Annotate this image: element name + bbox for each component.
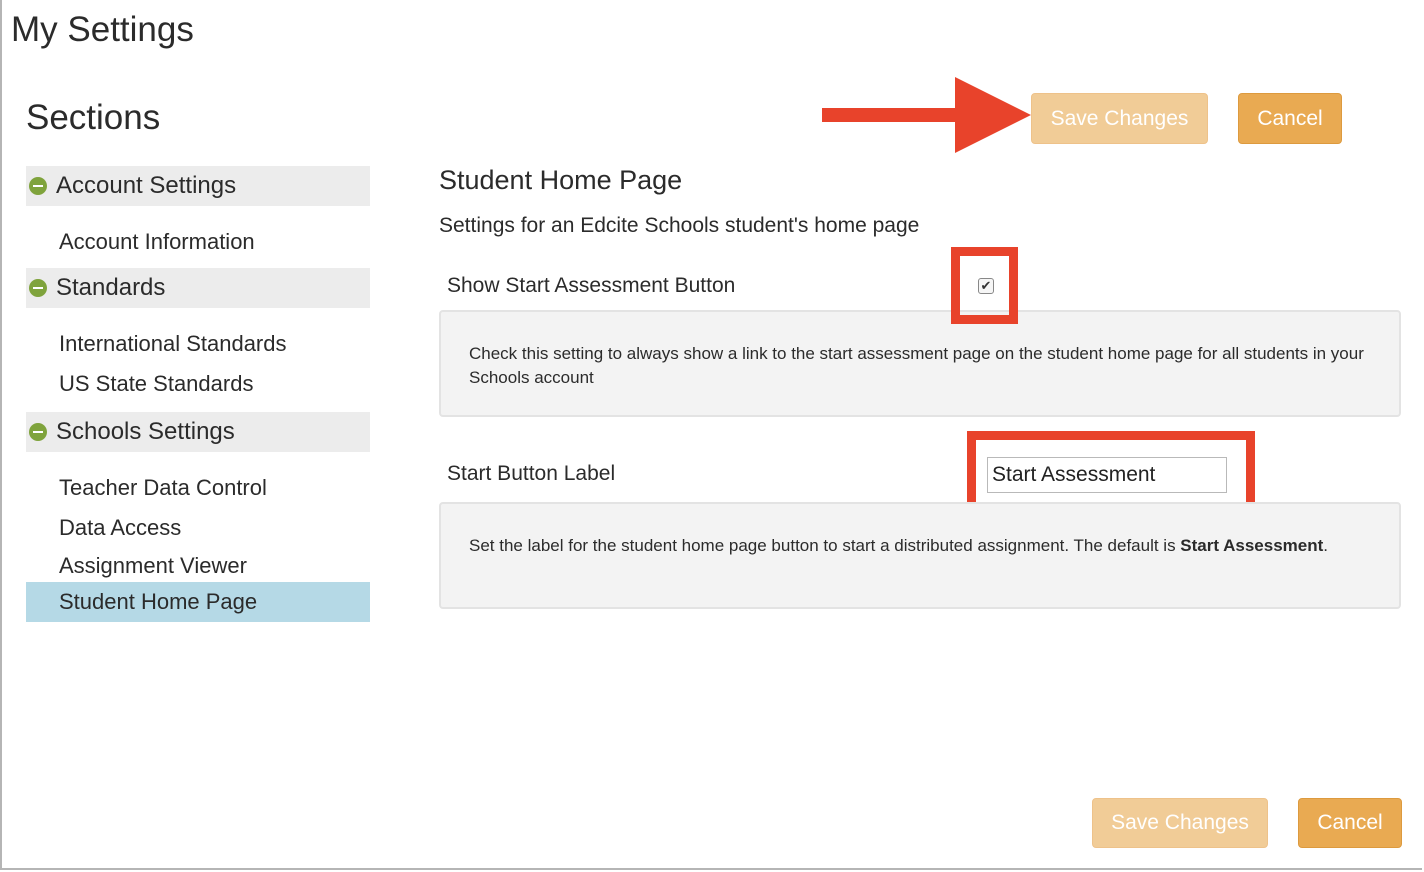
sidebar-item-label: Account Information	[59, 229, 255, 254]
help-text: Set the label for the student home page button to start a distributed assignment. The default is	[469, 536, 1181, 555]
help-text: Check this setting to always show a link to the start assessment page on the student home page for all students in your Schools account	[469, 344, 1364, 387]
sidebar-group-label: Schools Settings	[56, 418, 235, 445]
help-text-suffix: .	[1323, 536, 1329, 555]
sidebar-item-label: Assignment Viewer	[59, 553, 247, 578]
sidebar-item-assignment-viewer[interactable]	[26, 547, 370, 585]
sidebar-group-label: Account Settings	[56, 172, 237, 199]
sections-heading: Sections	[26, 98, 161, 137]
collapse-minus-icon	[29, 279, 47, 297]
save-changes-button-bottom[interactable]: Save Changes	[1092, 798, 1268, 848]
start-button-label-label: Start Button Label	[447, 462, 616, 485]
cancel-button-bottom[interactable]: Cancel	[1298, 798, 1402, 848]
checkmark-icon: ✔	[980, 278, 992, 293]
content-subtitle: Settings for an Edcite Schools student's home page	[439, 214, 920, 237]
annotation-arrow-head	[955, 77, 1031, 153]
collapse-minus-icon	[29, 423, 47, 441]
page-title: My Settings	[11, 10, 194, 49]
sidebar-group-schools-settings[interactable]	[26, 412, 370, 452]
save-changes-button-top[interactable]: Save Changes	[1031, 93, 1208, 144]
sidebar-group-standards[interactable]	[26, 268, 370, 308]
sidebar-group-account-settings[interactable]	[26, 166, 370, 206]
sidebar-item-us-state-standards[interactable]	[26, 365, 370, 403]
sidebar-item-label: Student Home Page	[59, 589, 258, 614]
sidebar-item-student-home-page[interactable]	[26, 582, 370, 622]
show-start-assessment-help	[439, 310, 1401, 417]
annotation-arrow-shaft	[822, 108, 962, 122]
sidebar-item-label: International Standards	[59, 331, 287, 356]
sidebar-item-international-standards[interactable]	[26, 325, 370, 363]
start-button-label-help	[439, 502, 1401, 609]
show-start-assessment-checkbox[interactable]	[978, 278, 994, 294]
sidebar-item-data-access[interactable]	[26, 509, 370, 547]
help-text-bold: Start Assessment	[1180, 536, 1324, 555]
cancel-button-top[interactable]: Cancel	[1238, 93, 1342, 144]
sidebar-item-label: Teacher Data Control	[59, 475, 267, 500]
sidebar-group-label: Standards	[56, 274, 166, 301]
sidebar-item-label: Data Access	[59, 515, 182, 540]
sidebar-item-teacher-data-control[interactable]	[26, 469, 370, 507]
sidebar-item-account-information[interactable]	[26, 223, 370, 261]
show-start-assessment-label: Show Start Assessment Button	[447, 274, 736, 297]
content-title: Student Home Page	[439, 165, 683, 195]
sidebar-item-label: US State Standards	[59, 371, 254, 396]
collapse-minus-icon	[29, 177, 47, 195]
start-button-label-input[interactable]	[987, 457, 1227, 493]
